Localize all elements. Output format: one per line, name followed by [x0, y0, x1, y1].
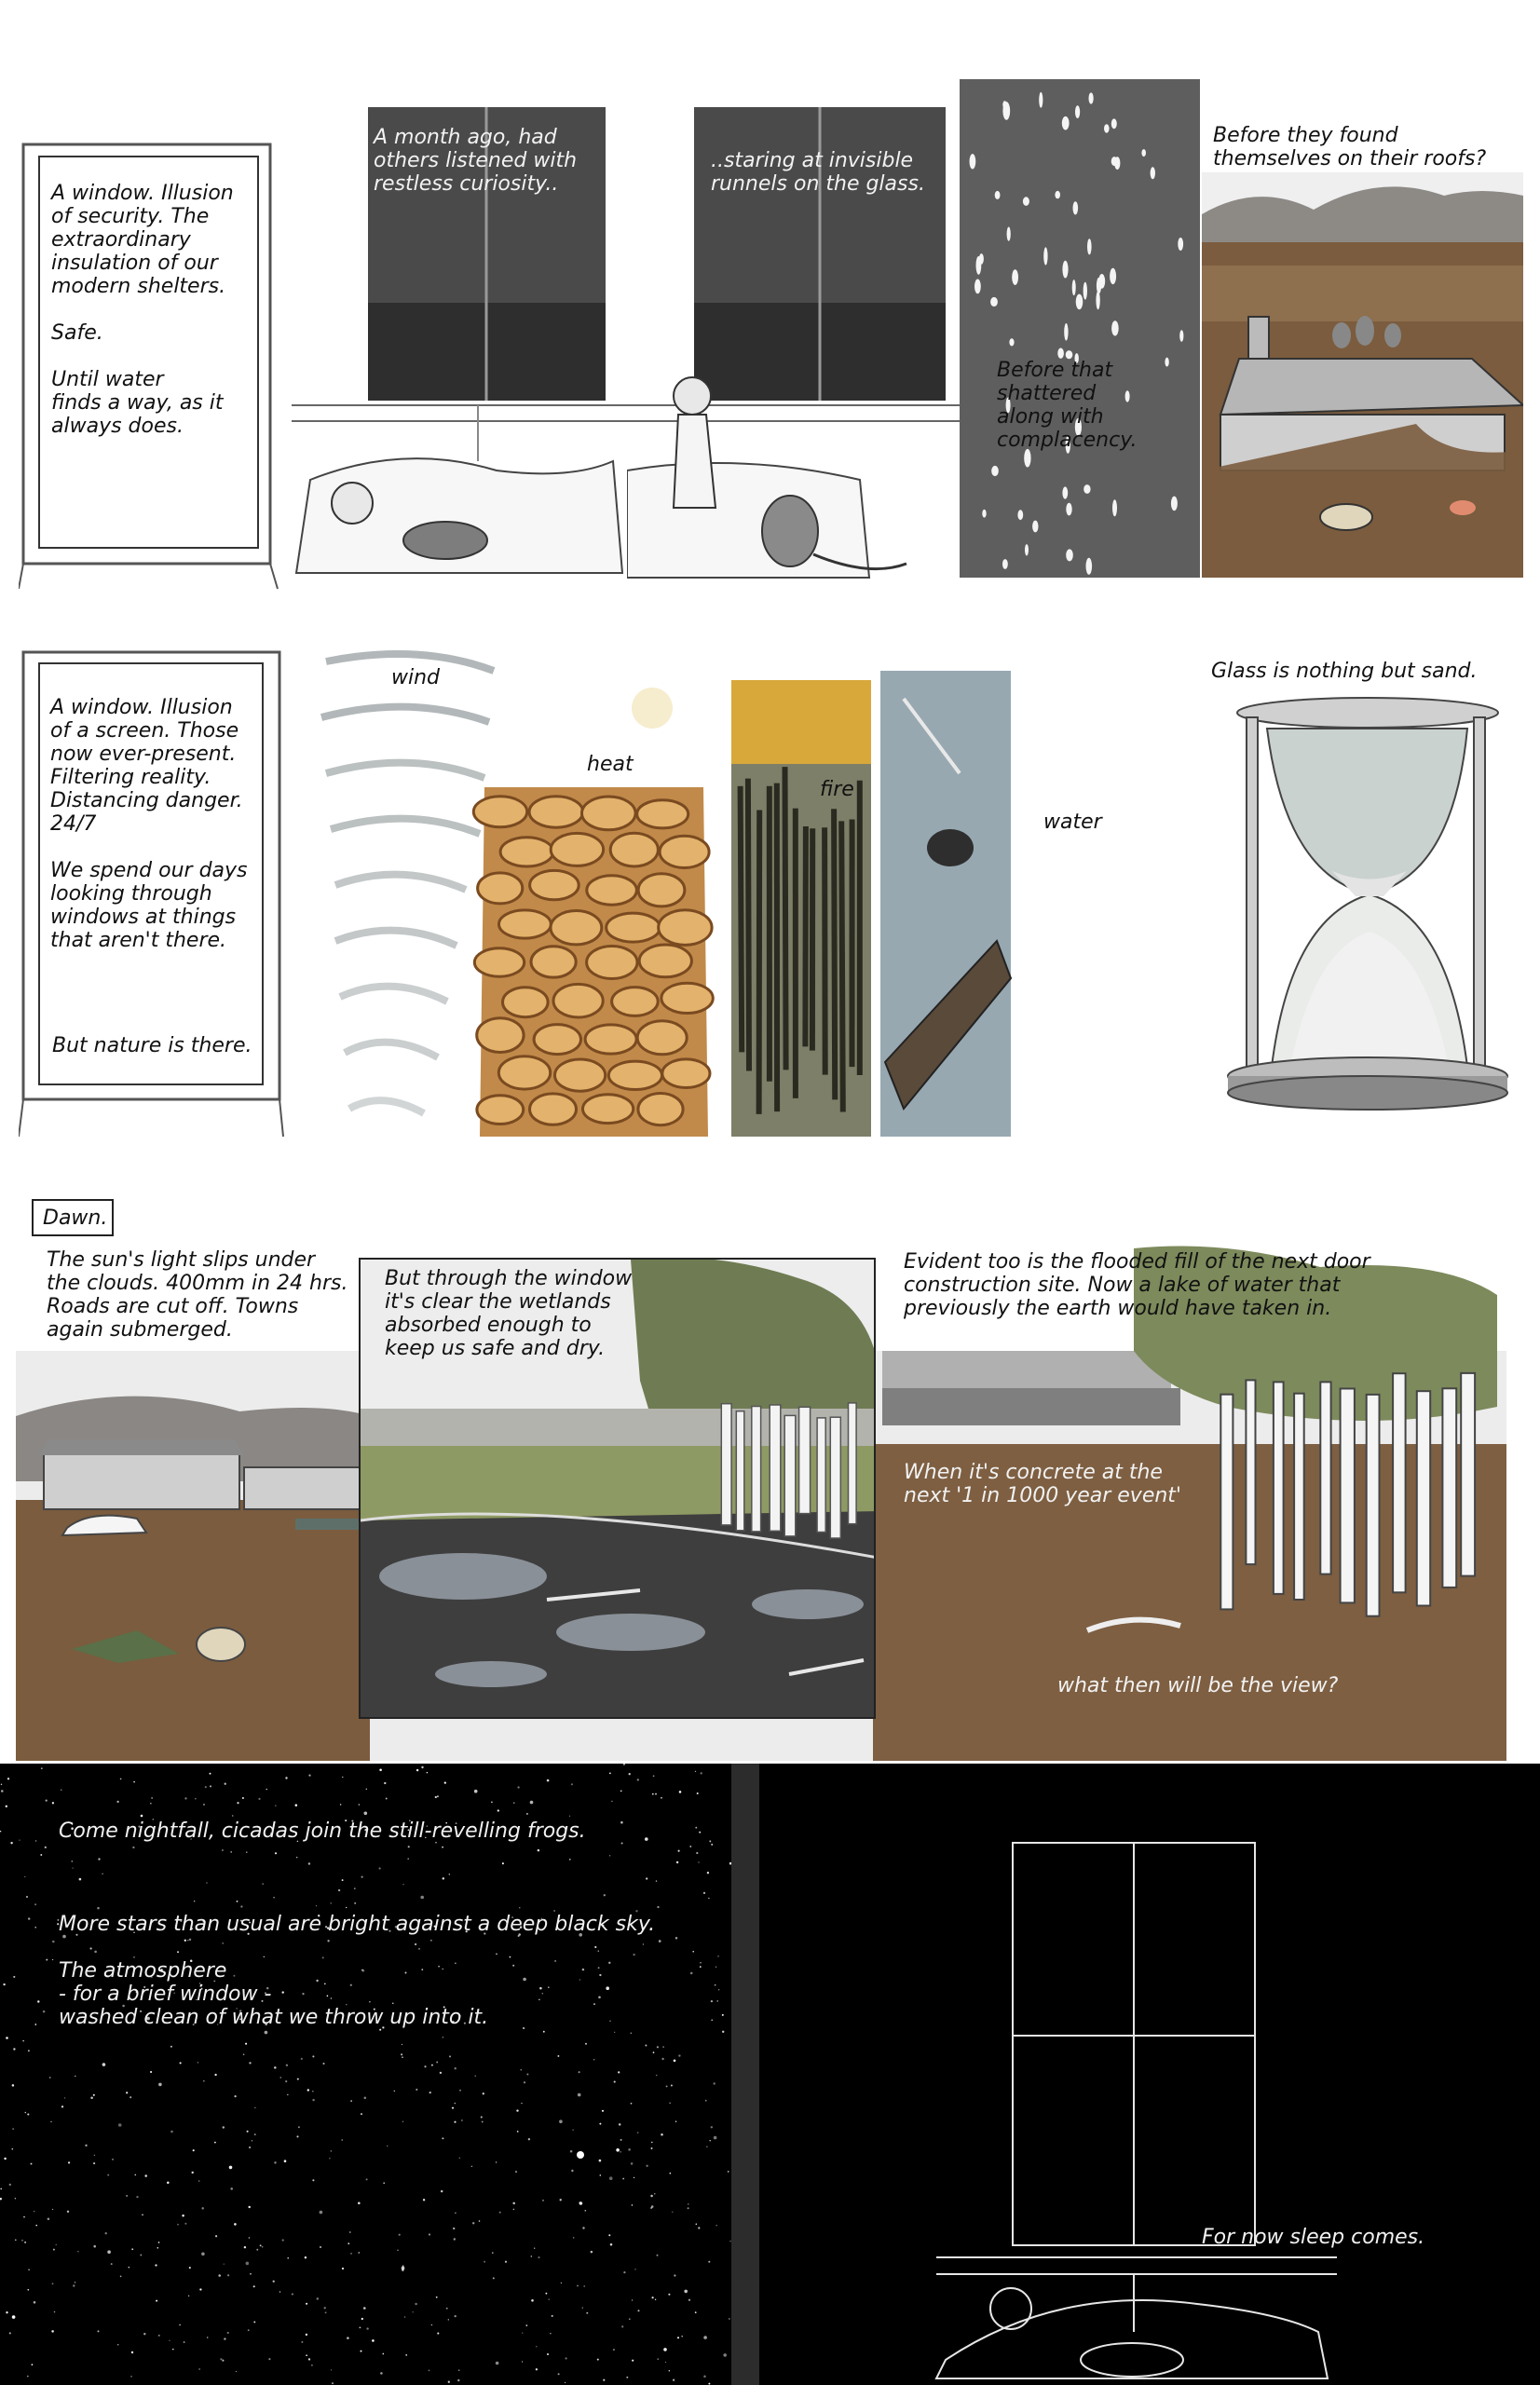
night-window-sleeper-illustration	[759, 1764, 1540, 2385]
hourglass-illustration	[1202, 652, 1523, 1127]
r3-p3-caption: Evident too is the flooded fill of the next door construction site. Now a lake of water that previously the earth would have taken in.	[904, 1250, 1370, 1320]
flood-water	[880, 671, 1011, 1137]
r3-p3-caption-3: what then will be the view?	[1057, 1674, 1339, 1697]
wind-swirl	[321, 654, 494, 1113]
r1-rain-panel	[960, 79, 1200, 578]
r2-elements-panel	[307, 634, 1146, 1137]
starfield-illustration	[0, 1764, 731, 2385]
raindrops-illustration	[960, 79, 1200, 578]
label-water: water	[1043, 811, 1102, 834]
r4-starfield-panel	[0, 1764, 731, 2385]
r1-window-panel	[19, 130, 279, 592]
r1-bedroom-panel	[292, 107, 627, 582]
r4-divider	[731, 1764, 759, 2385]
r2-hourglass-panel	[1202, 652, 1523, 1127]
r3-p2-caption: But through the window it's clear the wetlands absorbed enough to keep us safe and dry.	[385, 1267, 633, 1360]
r4-night-window-panel	[759, 1764, 1540, 2385]
burnt-forest	[731, 680, 871, 1137]
r1-staring-panel	[627, 107, 960, 582]
label-heat: heat	[587, 753, 634, 776]
r4-p2-caption: For now sleep comes.	[1202, 2226, 1425, 2249]
r1-p1-caption: A window. Illusion of security. The extraordinary insulation of our modern shelters. Safe. Until water finds a way, as it always does.	[51, 182, 234, 438]
r2-screen-panel	[19, 643, 284, 1141]
r2-p3-caption: Glass is nothing but sand.	[1211, 660, 1478, 683]
r1-p5-caption: Before they found themselves on their roofs?	[1213, 124, 1487, 170]
r4-p1-caption-3: The atmosphere - for a brief window - washed clean of what we throw up into it.	[59, 1959, 489, 2029]
dawn-label-box	[32, 1199, 114, 1236]
r3-p1-caption: The sun's light slips under the clouds. 400mm in 24 hrs. Roads are cut off. Towns again submerged.	[47, 1248, 348, 1342]
r4-p1-caption-2: More stars than usual are bright against a deep black sky.	[59, 1913, 656, 1936]
dawn-label: Dawn.	[43, 1206, 108, 1230]
r4-p1-caption: Come nightfall, cicadas join the still-revelling frogs.	[59, 1819, 586, 1843]
r2-p1-caption-2: But nature is there.	[52, 1034, 252, 1057]
label-wind: wind	[391, 666, 441, 689]
elements-illustration	[307, 634, 1146, 1137]
r1-p2-caption: A month ago, had others listened with restless curiosity..	[374, 126, 578, 196]
label-fire: fire	[820, 778, 854, 801]
r3-p3-caption-2: When it's concrete at the next '1 in 1000 year event'	[904, 1461, 1181, 1507]
r1-p4-caption: Before that shattered along with complacency.	[997, 359, 1138, 452]
r1-p3-caption: ..staring at invisible runnels on the glass.	[711, 149, 925, 196]
r2-p1-caption: A window. Illusion of a screen. Those now ever-present. Filtering reality. Distancing danger. 24/7 We spend our days looking through windows at things that aren't there.	[50, 696, 248, 952]
r1-roof-panel	[1202, 79, 1523, 578]
